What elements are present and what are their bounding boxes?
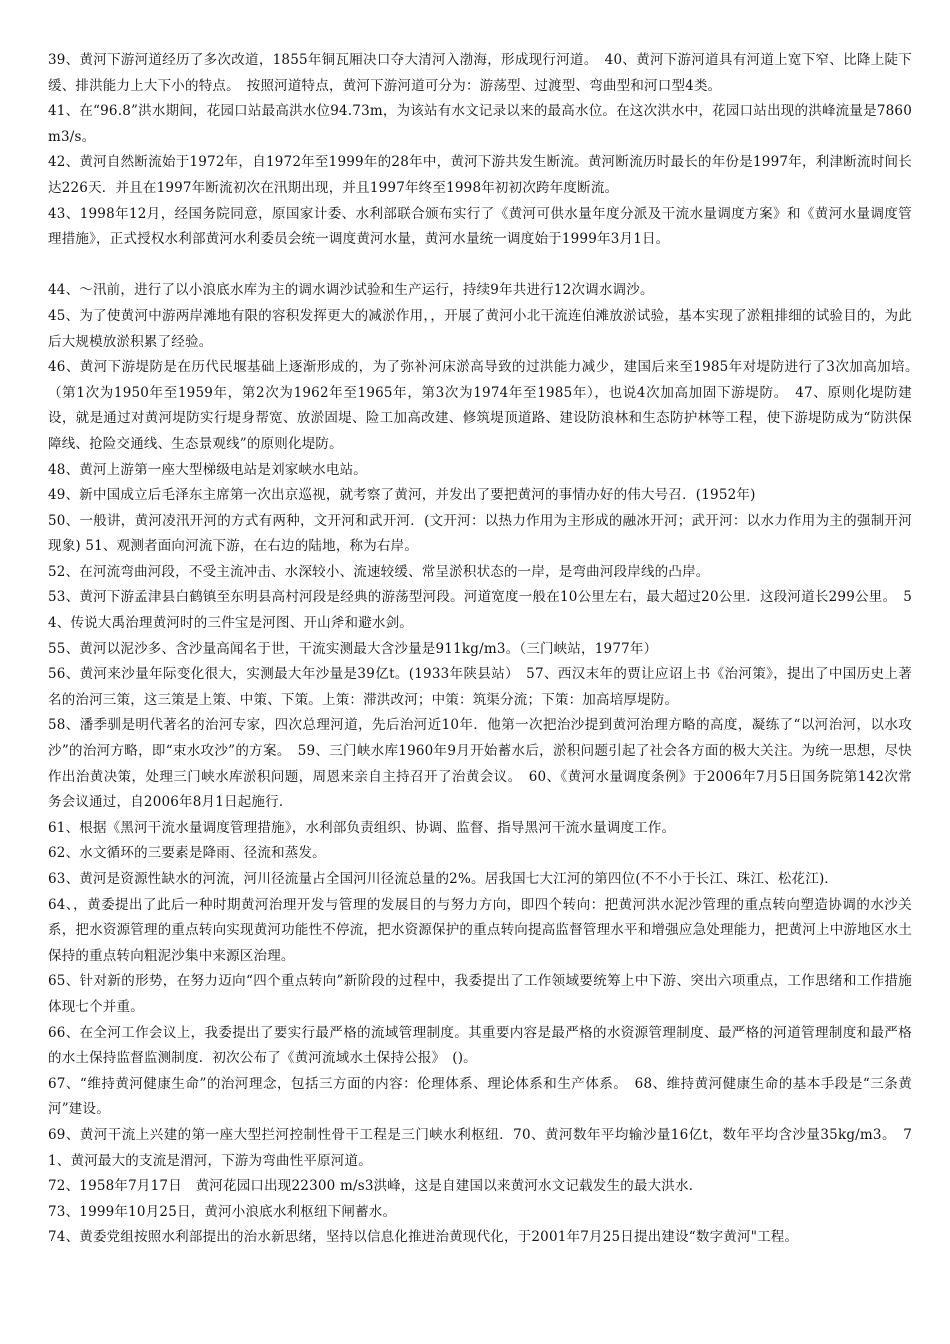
paragraph-74: 74、黄委党组按照水利部提出的治水新思绪，坚持以信息化推进治黄现代化，于2001年7月25日提出建设“数字黄河"工程。	[48, 1229, 799, 1246]
paragraph-63: 63、黄河是资源性缺水的河流，河川径流量占全国河川径流总量的2%。居我国七大江河的第四位(不不小于长江、珠江、松花江)．	[48, 871, 839, 887]
paragraph-66: 66、在全河工作会议上，我委提出了要实行最严格的流域管理制度。其重要内容是最严格的水资源管理制度、最严格的河道管理制度和最严格的水土保持监督监测制度．初次公布了《黄河流域水土保持公报》 ()。	[48, 1024, 912, 1067]
paragraph-69-71: 69、黄河干流上兴建的第一座大型拦河控制性骨干工程是三门峡水利枢纽．70、黄河数年平均输沙量16亿t，数年平均含沙量35kg/m3。 71、黄河最大的支流是渭河，下游为弯曲性平原河道。	[48, 1126, 912, 1169]
paragraph-39-40: 39、黄河下游河道经历了多次改道，1855年铜瓦厢决口夺大清河入渤海，形成现行河道。 40、黄河下游河道具有河道上宽下窄、比降上陡下缓、排洪能力上大下小的特点。 按照河道特点，黄河下游河道可分为：游荡型、过渡型、弯曲型和河口型4类。	[48, 52, 912, 94]
paragraph-43: 43、1998年12月，经国务院同意，原国家计委、水利部联合颁布实行了《黄河可供水量年度分派及干流水量调度方案》和《黄河水量调度管理措施》，正式授权水利部黄河水利委员会统一调度黄河水量，黄河水量统一调度始于1999年3月1日。	[48, 205, 912, 248]
paragraph-73: 73、1999年10月25日，黄河小浪底水利枢纽下闸蓄水。	[48, 1203, 397, 1220]
paragraph-46-47: 46、黄河下游堤防是在历代民堰基础上逐渐形成的，为了弥补河床淤高导致的过洪能力减少，建国后来至1985年对堤防进行了3次加高加培。 （第1次为1950年至1959年，第2次为1962年至1965年，第3次为1974年至1985年），也说4次加高加固下游堤防。 47、原则化堤防建设，就是通过对黄河堤防实行堤身帮宽、放淤固堤、险工加高改建、修筑堤顶道路、建设防浪林和生态防护林等工程，使下游堤防成为“防洪保障线、抢险交通线、生态景观线”的原则化堤防。	[48, 359, 926, 452]
paragraph-53-54: 53、黄河下游孟津县白鹤镇至东明县高村河段是经典的游荡型河段。河道宽度一般在10公里左右，最大超过20公里．这段河道长299公里。 54、传说大禹治理黄河时的三件宝是河图、开山斧和避水剑。	[48, 589, 912, 632]
paragraph-67-68: 67、“维持黄河健康生命”的治河理念，包括三方面的内容：伦理体系、理论体系和生产体系。 68、维持黄河健康生命的基本手段是“三条黄河”建设。	[48, 1075, 912, 1118]
paragraph-64: 64、，黄委提出了此后一种时期黄河治理开发与管理的发展目的与努力方向，即四个转向：把黄河洪水泥沙管理的重点转向塑造协调的水沙关系，把水资源管理的重点转向实现黄河功能性不停流，把水资源保护的重点转向提高监督管理水平和增强应急处理能力，把黄河上中游地区水土保持的重点转向粗泥沙集中来源区治理。	[48, 896, 912, 964]
paragraph-48: 48、黄河上游第一座大型梯级电站是刘家峡水电站。	[48, 461, 367, 478]
paragraph-45: 45、为了使黄河中游两岸滩地有限的容积发挥更大的减淤作用，，开展了黄河小北干流连伯滩放淤试验，基本实现了淤粗排细的试验目的，为此后大规模放淤积累了经验。	[48, 307, 912, 350]
paragraph-65: 65、针对新的形势，在努力迈向“四个重点转向”新阶段的过程中，我委提出了工作领域要统筹上中下游、突出六项重点，工作思绪和工作措施体现七个并重。	[48, 973, 912, 1015]
blank-line	[48, 253, 912, 279]
paragraph-62: 62、水文循环的三要素是降雨、径流和蒸发。	[48, 845, 326, 862]
paragraph-58-60: 58、潘季驯是明代著名的治河专家，四次总理河道，先后治河近10年．他第一次把治沙提到黄河治理方略的高度，凝练了“以河治河，以水攻沙”的治河方略，即“束水攻沙”的方案。 59、三门峡水库1960年9月开始蓄水后，淤积问题引起了社会各方面的极大关注。为统一思想，尽快作出治黄决策，处理三门峡水库淤积问题，周恩来亲自主持召开了治黄会议。 60、《黄河水量调度条例》于2006年7月5日国务院第142次常务会议通过，自2006年8月1日起施行．	[48, 717, 912, 811]
paragraph-50-51: 50、一般讲，黄河凌汛开河的方式有两种，文开河和武开河．(文开河：以热力作用为主形成的融冰开河；武开河：以水力作用为主的强制开河现象) 51、观测者面向河流下游，在右边的陆地，称为右岸。	[48, 512, 912, 555]
paragraph-44: 44、～汛前，进行了以小浪底水库为主的调水调沙试验和生产运行，持续9年共进行12次调水调沙。	[48, 282, 654, 299]
paragraph-49: 49、新中国成立后毛泽东主席第一次出京巡视，就考察了黄河，并发出了要把黄河的事情办好的伟大号召．(1952年)	[48, 487, 756, 504]
paragraph-42: 42、黄河自然断流始于1972年，自1972年至1999年的28年中，黄河下游共发生断流。黄河断流历时最长的年份是1997年，利津断流时间长达226天．并且在1997年断流初次在汛期出现，并且1997年终至1998年初初次跨年度断流。	[48, 154, 912, 196]
paragraph-55: 55、黄河以泥沙多、含沙量高闻名于世，干流实测最大含沙量是911kg/m3。（三门峡站，1977年）	[48, 640, 658, 657]
paragraph-72: 72、1958年7月17日 黄河花园口出现22300 m/s3洪峰，这是自建国以来黄河水文记载发生的最大洪水．	[48, 1178, 703, 1195]
paragraph-61: 61、根据《黑河干流水量调度管理措施》，水利部负责组织、协调、监督、指导黑河干流水量调度工作。	[48, 819, 676, 836]
paragraph-56-57: 56、黄河来沙量年际变化很大，实测最大年沙量是39亿t。(1933年陕县站） 57、西汉末年的贾让应诏上书《治河策》，提出了中国历史上著名的治河三策，这三策是上策、中策、下策。上策：滞洪改河；中策：筑渠分流；下策：加高培厚堤防。	[48, 666, 912, 708]
paragraph-41: 41、在“96.8”洪水期间，花园口站最高洪水位94.73m，为该站有水文记录以来的最高水位。在这次洪水中，花园口站出现的洪峰流量是7860m3/s。	[48, 103, 912, 145]
paragraph-52: 52、在河流弯曲河段，不受主流冲击、水深较小、流速较缓、常呈淤积状态的一岸，是弯曲河段岸线的凸岸。	[48, 563, 710, 580]
